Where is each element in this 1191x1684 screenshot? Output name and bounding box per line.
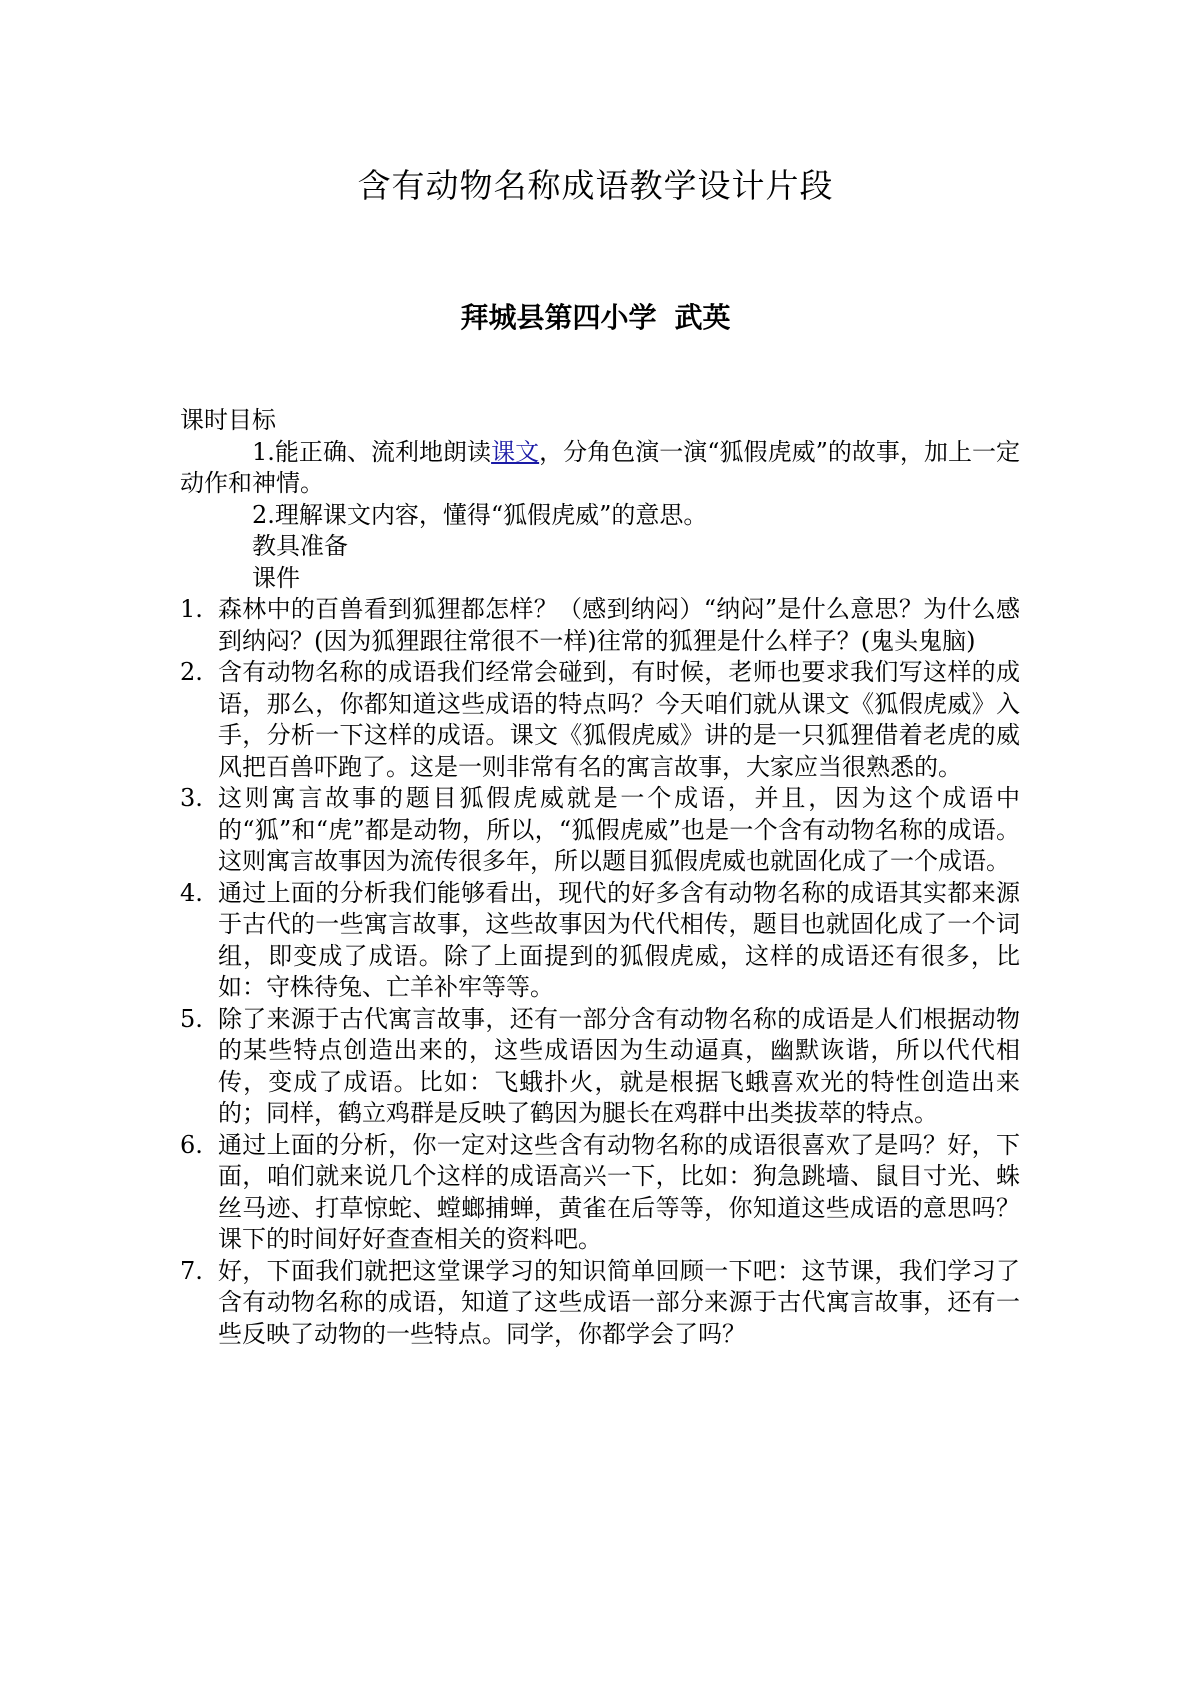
list-item bbox=[180, 783, 1020, 878]
list-item bbox=[180, 657, 1020, 783]
document-body bbox=[180, 405, 1020, 1350]
list-item-text: 除了来源于古代寓言故事，还有一部分含有动物名称的成语是人们根据动物的某些特点创造出来的，这些成语因为生动逼真，幽默诙谐，所以代代相传，变成了成语。比如：飞蛾扑火，就是根据飞蛾喜欢光的特性创造出来的；同样，鹤立鸡群是反映了鹤因为腿长在鸡群中出类拔萃的特点。 bbox=[218, 1004, 1020, 1127]
list-item-number: 2. bbox=[180, 658, 203, 686]
list-item-number: 1. bbox=[180, 595, 203, 623]
list-item bbox=[180, 594, 1020, 657]
author-line bbox=[0, 296, 1191, 336]
author-school: 拜城县第四小学 bbox=[460, 301, 657, 334]
list-item-number: 4. bbox=[180, 878, 203, 907]
author-name: 武英 bbox=[674, 301, 731, 334]
list-item-text: 这则寓言故事的题目狐假虎威就是一个成语，并且，因为这个成语中的“狐”和“虎”都是动物，所以，“狐假虎威”也是一个含有动物名称的成语。这则寓言故事因为流传很多年，所以题目狐假虎威也就固化成了一个成语。 bbox=[218, 784, 1020, 875]
list-item-text: 含有动物名称的成语我们经常会碰到，有时候，老师也要求我们写这样的成语，那么，你都知道这些成语的特点吗？今天咱们就从课文《狐假虎威》入手，分析一下这样的成语。课文《狐假虎威》讲的是一只狐狸借着老虎的威风把百兽吓跑了。这是一则非常有名的寓言故事，大家应当很熟悉的。 bbox=[218, 658, 1020, 781]
list-item-number: 3. bbox=[180, 784, 203, 812]
list-item-text: 好，下面我们就把这堂课学习的知识简单回顾一下吧：这节课，我们学习了含有动物名称的成语，知道了这些成语一部分来源于古代寓言故事，还有一些反映了动物的一些特点。同学，你都学会了吗？ bbox=[218, 1256, 1020, 1348]
list-item-text: 通过上面的分析我们能够看出，现代的好多含有动物名称的成语其实都来源于古代的一些寓言故事，这些故事因为代代相传，题目也就固化成了一个词组，即变成了成语。除了上面提到的狐假虎威，这样的成语还有很多，比如：守株待兔、亡羊补牢等等。 bbox=[218, 878, 1020, 1001]
list-item-number: 5. bbox=[180, 1004, 203, 1033]
preparation-item: 课件 bbox=[252, 563, 300, 592]
list-item bbox=[180, 1130, 1020, 1256]
objectives-heading: 课时目标 bbox=[180, 406, 276, 434]
objective-1-text-before: 1.能正确、流利地朗读 bbox=[252, 437, 492, 466]
document-title: 含有动物名称成语教学设计片段 bbox=[357, 166, 834, 205]
list-item-text: 森林中的百兽看到狐狸都怎样？（感到纳闷）“纳闷”是什么意思？为什么感到纳闷？(因为狐狸跟往常很不一样)往常的狐狸是什么样子？(鬼头鬼脑) bbox=[218, 595, 1020, 655]
lesson-steps-list bbox=[180, 594, 1020, 1350]
list-item bbox=[180, 1256, 1020, 1351]
objective-2: 2.理解课文内容，懂得“狐假虎威”的意思。 bbox=[252, 500, 708, 529]
objective-1-text-after: ，分角色演一演“狐假虎威”的故事，加上一定动作和神情。 bbox=[180, 437, 1021, 497]
list-item-number: 6. bbox=[180, 1130, 203, 1159]
preparation-heading: 教具准备 bbox=[252, 532, 348, 560]
list-item bbox=[180, 1004, 1020, 1130]
list-item bbox=[180, 878, 1020, 1004]
text-link[interactable]: 课文 bbox=[491, 437, 540, 466]
list-item-text: 通过上面的分析，你一定对这些含有动物名称的成语很喜欢了是吗？好，下面，咱们就来说几个这样的成语高兴一下，比如：狗急跳墙、鼠目寸光、蛛丝马迹、打草惊蛇、螳螂捕蝉，黄雀在后等等，你知道这些成语的意思吗？课下的时间好好查查相关的资料吧。 bbox=[218, 1130, 1020, 1253]
list-item-number: 7. bbox=[180, 1256, 203, 1285]
objective-1 bbox=[180, 437, 1020, 500]
